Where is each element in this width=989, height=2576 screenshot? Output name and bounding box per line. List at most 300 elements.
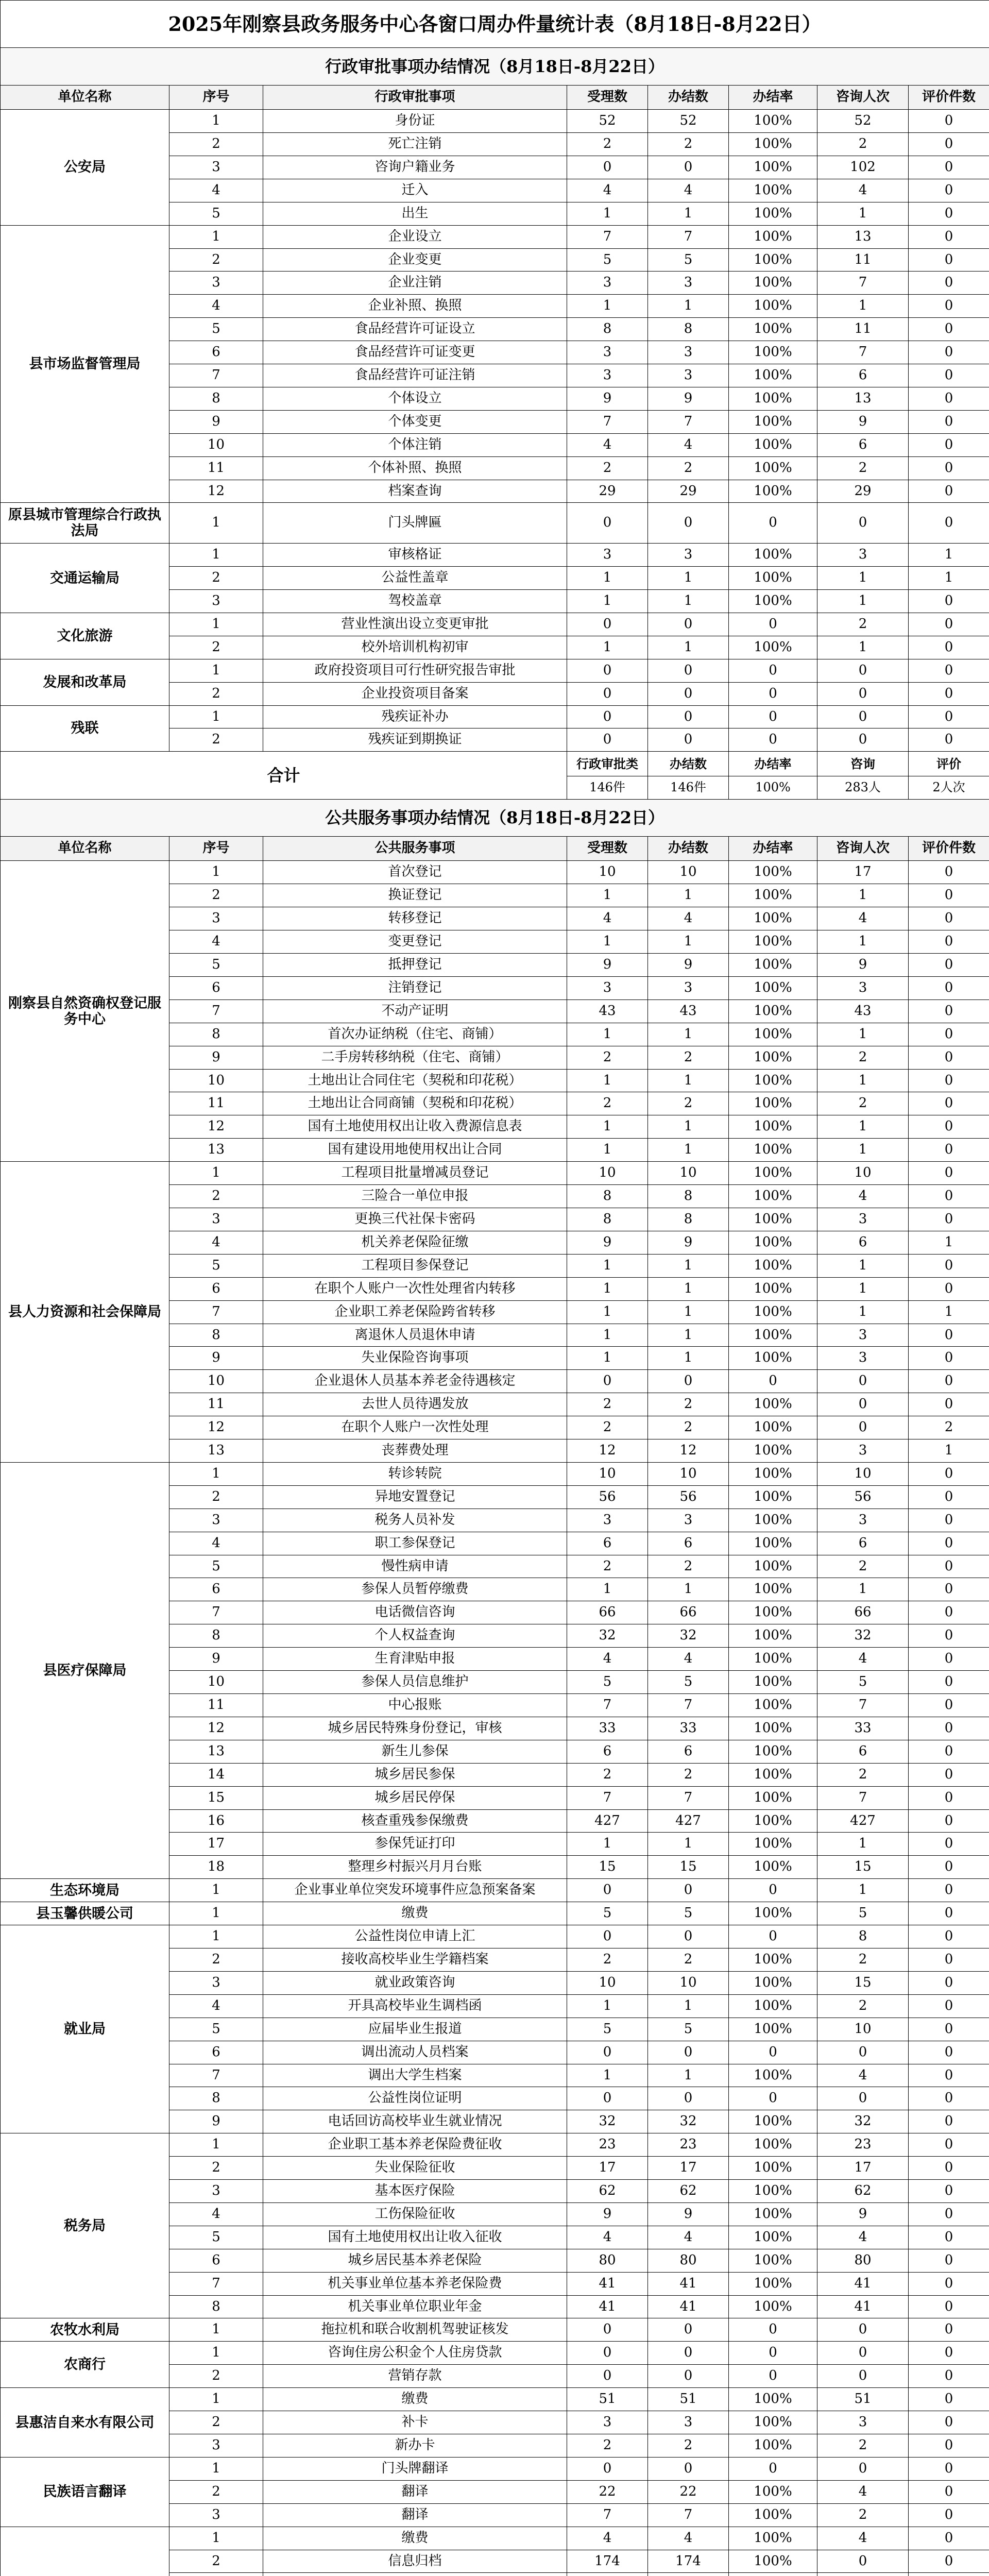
evaluations-cell: 0 [909, 1786, 989, 1809]
consultations-cell: 0 [817, 503, 909, 544]
consultations-cell: 1 [817, 1277, 909, 1300]
consultations-cell: 0 [817, 2342, 909, 2365]
evaluations-cell: 0 [909, 705, 989, 728]
seq-cell [169, 2573, 263, 2576]
accepted-cell: 10 [567, 861, 648, 884]
summary-consult-label: 咨询 [817, 752, 909, 776]
accepted-cell: 51 [567, 2388, 648, 2411]
seq-cell: 1 [169, 544, 263, 567]
item-cell: 慢性病申请 [263, 1555, 567, 1578]
completed-cell: 1 [648, 1300, 729, 1324]
completion-rate-cell: 0 [729, 2457, 817, 2480]
evaluations-cell: 0 [909, 480, 989, 503]
completed-cell: 1 [648, 1324, 729, 1347]
accepted-cell: 0 [567, 156, 648, 179]
seq-cell: 4 [169, 179, 263, 202]
seq-cell: 3 [169, 1971, 263, 1994]
evaluations-cell: 0 [909, 1856, 989, 1879]
item-cell: 抵押登记 [263, 954, 567, 977]
consultations-cell: 80 [817, 2249, 909, 2272]
completed-cell: 3 [648, 976, 729, 999]
summary-consult-value: 283人 [817, 776, 909, 799]
consultations-cell: 2 [817, 1763, 909, 1786]
item-cell: 不动产证明 [263, 999, 567, 1023]
completion-rate-cell: 100% [729, 456, 817, 480]
evaluations-cell: 0 [909, 1162, 989, 1185]
consultations-cell: 1 [817, 884, 909, 907]
item-cell: 转移登记 [263, 907, 567, 930]
evaluations-cell: 0 [909, 2434, 989, 2458]
completed-cell: 0 [648, 156, 729, 179]
completion-rate-cell: 100% [729, 2133, 817, 2157]
accepted-cell: 1 [567, 1023, 648, 1046]
consultations-cell: 4 [817, 179, 909, 202]
evaluations-cell: 0 [909, 2226, 989, 2249]
seq-cell: 5 [169, 2018, 263, 2041]
evaluations-cell: 0 [909, 1833, 989, 1856]
completed-cell: 52 [648, 110, 729, 133]
consultations-cell: 1 [817, 567, 909, 590]
completion-rate-cell: 100% [729, 1856, 817, 1879]
completed-cell: 43 [648, 999, 729, 1023]
completion-rate-cell: 100% [729, 1485, 817, 1509]
seq-cell: 1 [169, 1462, 263, 1485]
completed-cell: 15 [648, 1856, 729, 1879]
consultations-cell: 4 [817, 2527, 909, 2550]
completion-rate-cell: 100% [729, 954, 817, 977]
consultations-cell: 0 [817, 1370, 909, 1393]
item-cell: 基本医疗保险 [263, 2180, 567, 2203]
completion-rate-cell: 100% [729, 1902, 817, 1925]
item-cell: 税务人员补发 [263, 1509, 567, 1532]
consultations-cell: 1 [817, 202, 909, 225]
summary-rate-value: 100% [729, 776, 817, 799]
evaluations-cell: 0 [909, 2411, 989, 2434]
seq-header: 序号 [169, 836, 263, 860]
item-cell: 注销登记 [263, 976, 567, 999]
completed-cell: 9 [648, 954, 729, 977]
completed-cell: 0 [648, 2041, 729, 2064]
evaluations-cell: 2 [909, 1416, 989, 1439]
seq-cell: 5 [169, 1555, 263, 1578]
completion-rate-cell: 0 [729, 2365, 817, 2388]
seq-cell: 1 [169, 1902, 263, 1925]
consultations-cell: 4 [817, 2226, 909, 2249]
seq-cell: 8 [169, 1023, 263, 1046]
evaluations-cell: 0 [909, 861, 989, 884]
consultations-cell: 4 [817, 2064, 909, 2087]
evaluations-cell: 0 [909, 2457, 989, 2480]
completion-rate-cell: 100% [729, 272, 817, 295]
consultations-cell: 1 [817, 930, 909, 954]
completion-rate-cell: 100% [729, 179, 817, 202]
seq-cell: 10 [169, 433, 263, 456]
seq-cell: 12 [169, 1115, 263, 1139]
consultations-cell: 1 [817, 1069, 909, 1092]
item-cell [263, 2573, 567, 2576]
seq-cell: 14 [169, 1763, 263, 1786]
completed-cell: 427 [648, 1809, 729, 1833]
completed-cell: 5 [648, 1902, 729, 1925]
consultations-cell: 32 [817, 2110, 909, 2133]
accepted-cell: 29 [567, 480, 648, 503]
completed-cell: 7 [648, 225, 729, 248]
item-cell: 企业职工基本养老保险费征收 [263, 2133, 567, 2157]
seq-cell: 7 [169, 364, 263, 387]
seq-cell: 6 [169, 1277, 263, 1300]
accepted-cell: 1 [567, 1994, 648, 2018]
item-cell: 离退休人员退休申请 [263, 1324, 567, 1347]
item-cell: 参保人员暂停缴费 [263, 1578, 567, 1601]
item-cell: 核查重残参保缴费 [263, 1809, 567, 1833]
evaluations-cell: 0 [909, 1324, 989, 1347]
item-cell: 在职个人账户一次性处理 [263, 1416, 567, 1439]
completion-rate-cell: 0 [729, 613, 817, 636]
table-row [1, 2342, 989, 2365]
consultations-cell: 41 [817, 2272, 909, 2295]
item-cell: 换证登记 [263, 884, 567, 907]
seq-cell: 7 [169, 999, 263, 1023]
completion-rate-cell: 100% [729, 861, 817, 884]
consultations-cell: 10 [817, 2018, 909, 2041]
item-cell: 土地出让合同商铺（契税和印花税） [263, 1092, 567, 1115]
completion-rate-cell: 100% [729, 1601, 817, 1624]
completion-rate-cell: 100% [729, 2018, 817, 2041]
accepted-cell: 7 [567, 2503, 648, 2527]
consultations-cell: 2 [817, 1948, 909, 1971]
accepted-cell: 2 [567, 1763, 648, 1786]
summary-category-label: 行政审批类 [567, 752, 648, 776]
consultations-cell: 2 [817, 1994, 909, 2018]
evaluations-cell: 0 [909, 364, 989, 387]
item-cell: 营业性演出设立变更审批 [263, 613, 567, 636]
evaluations-cell: 0 [909, 1555, 989, 1578]
consultations-cell: 0 [817, 1393, 909, 1416]
evaluations-cell: 0 [909, 1671, 989, 1694]
evaluations-cell: 0 [909, 2503, 989, 2527]
seq-cell: 2 [169, 682, 263, 705]
completion-rate-cell: 100% [729, 2388, 817, 2411]
accepted-cell: 17 [567, 2157, 648, 2180]
evaluations-cell: 0 [909, 2064, 989, 2087]
item-cell: 参保人员信息维护 [263, 1671, 567, 1694]
seq-cell: 10 [169, 1671, 263, 1694]
seq-cell: 2 [169, 2365, 263, 2388]
item-cell: 机关事业单位职业年金 [263, 2295, 567, 2318]
item-cell: 工伤保险征收 [263, 2202, 567, 2226]
completion-rate-cell: 100% [729, 907, 817, 930]
seq-cell: 9 [169, 1347, 263, 1370]
accepted-cell: 4 [567, 2527, 648, 2550]
accepted-cell: 1 [567, 1324, 648, 1347]
completed-cell: 0 [648, 682, 729, 705]
completion-rate-cell: 100% [729, 2527, 817, 2550]
item-cell: 开具高校毕业生调档函 [263, 1994, 567, 2018]
completion-rate-cell: 100% [729, 1023, 817, 1046]
seq-cell: 11 [169, 1092, 263, 1115]
evaluations-cell: 0 [909, 272, 989, 295]
item-cell: 拖拉机和联合收割机驾驶证核发 [263, 2318, 567, 2342]
seq-cell: 1 [169, 225, 263, 248]
consultations-cell: 1 [817, 1023, 909, 1046]
completion-rate-cell: 100% [729, 1324, 817, 1347]
evaluations-cell: 0 [909, 1208, 989, 1231]
consultations-cell: 23 [817, 2133, 909, 2157]
accepted-cell: 56 [567, 1485, 648, 1509]
item-cell: 电话微信咨询 [263, 1601, 567, 1624]
accepted-cell: 0 [567, 1370, 648, 1393]
completed-cell [648, 2573, 729, 2576]
evaluations-cell: 0 [909, 1069, 989, 1092]
accepted-cell: 0 [567, 2318, 648, 2342]
item-cell: 信息归档 [263, 2550, 567, 2573]
evaluations-cell: 1 [909, 1300, 989, 1324]
consultations-cell: 1 [817, 589, 909, 613]
evaluations-cell: 0 [909, 2527, 989, 2550]
evaluations-cell: 0 [909, 295, 989, 318]
completed-cell: 1 [648, 1139, 729, 1162]
item-cell: 食品经营许可证注销 [263, 364, 567, 387]
table-row [1, 1162, 989, 1185]
seq-cell: 9 [169, 2110, 263, 2133]
completed-cell: 10 [648, 1462, 729, 1485]
seq-cell: 1 [169, 2318, 263, 2342]
item-cell: 迁入 [263, 179, 567, 202]
completed-cell: 1 [648, 636, 729, 659]
accepted-cell: 3 [567, 341, 648, 364]
accepted-cell: 7 [567, 225, 648, 248]
evaluations-cell: 0 [909, 2318, 989, 2342]
item-cell: 食品经营许可证设立 [263, 318, 567, 341]
accepted-cell: 41 [567, 2272, 648, 2295]
section-title-row [1, 799, 989, 836]
item-cell: 首次办证纳税（住宅、商铺） [263, 1023, 567, 1046]
evaluations-cell: 0 [909, 1023, 989, 1046]
item-cell: 企业退休人员基本养老金待遇核定 [263, 1370, 567, 1393]
table-row [1, 861, 989, 884]
consultations-cell: 5 [817, 1671, 909, 1694]
completed-cell: 2 [648, 456, 729, 480]
consultations-cell: 2 [817, 2503, 909, 2527]
table-row [1, 705, 989, 728]
seq-cell: 8 [169, 2087, 263, 2110]
consultations-cell: 1 [817, 636, 909, 659]
evaluations-cell: 0 [909, 503, 989, 544]
consultations-cell: 0 [817, 2318, 909, 2342]
summary-evaluate-value: 2人次 [909, 776, 989, 799]
item-cell: 丧葬费处理 [263, 1439, 567, 1463]
completed-cell: 22 [648, 2480, 729, 2503]
completed-cell: 0 [648, 705, 729, 728]
accepted-cell: 4 [567, 2226, 648, 2249]
completed-cell: 7 [648, 2503, 729, 2527]
completion-rate-cell: 0 [729, 2318, 817, 2342]
summary-row [1, 752, 989, 776]
seq-cell: 1 [169, 2133, 263, 2157]
completed-cell: 0 [648, 2365, 729, 2388]
completion-rate-cell: 100% [729, 1462, 817, 1485]
unit-name-cell: 农牧水利局 [1, 2318, 169, 2342]
evaluations-cell: 0 [909, 1254, 989, 1277]
seq-cell: 8 [169, 1324, 263, 1347]
accepted-cell: 1 [567, 930, 648, 954]
seq-cell: 4 [169, 1532, 263, 1555]
accepted-cell: 3 [567, 364, 648, 387]
item-cell: 城乡居民特殊身份登记，审核 [263, 1717, 567, 1740]
evaluations-cell: 0 [909, 1462, 989, 1485]
consult-header: 咨询人次 [817, 85, 909, 109]
completion-rate-cell: 0 [729, 705, 817, 728]
item-cell: 三险合一单位申报 [263, 1185, 567, 1208]
evaluations-cell: 0 [909, 1370, 989, 1393]
consultations-cell: 1 [817, 1578, 909, 1601]
consultations-cell: 41 [817, 2295, 909, 2318]
accepted-cell: 1 [567, 1069, 648, 1092]
completion-rate-cell: 100% [729, 1231, 817, 1254]
table-row [1, 613, 989, 636]
item-cell: 城乡居民参保 [263, 1763, 567, 1786]
item-cell: 工程项目参保登记 [263, 1254, 567, 1277]
seq-cell: 1 [169, 1925, 263, 1948]
unit-name-cell: 民族语言翻译 [1, 2457, 169, 2527]
consultations-cell: 2 [817, 2434, 909, 2458]
item-cell: 个体注销 [263, 433, 567, 456]
item-cell: 更换三代社保卡密码 [263, 1208, 567, 1231]
accepted-cell: 427 [567, 1809, 648, 1833]
evaluations-cell: 0 [909, 999, 989, 1023]
completed-cell: 2 [648, 132, 729, 156]
completion-rate-cell: 0 [729, 2087, 817, 2110]
seq-cell: 4 [169, 1994, 263, 2018]
completed-cell: 174 [648, 2550, 729, 2573]
seq-cell: 4 [169, 295, 263, 318]
consultations-cell: 2 [817, 456, 909, 480]
accepted-cell: 12 [567, 1439, 648, 1463]
completion-rate-cell: 100% [729, 1648, 817, 1671]
accepted-cell: 5 [567, 2018, 648, 2041]
evaluations-cell: 0 [909, 2365, 989, 2388]
accepted-cell: 4 [567, 907, 648, 930]
item-cell: 调出大学生档案 [263, 2064, 567, 2087]
seq-cell: 1 [169, 503, 263, 544]
consultations-cell: 0 [817, 728, 909, 752]
evaluations-cell: 0 [909, 179, 989, 202]
consultations-cell: 33 [817, 1717, 909, 1740]
item-header: 公共服务事项 [263, 836, 567, 860]
evaluations-cell: 0 [909, 1740, 989, 1763]
consultations-cell: 7 [817, 272, 909, 295]
summary-completed-label: 办结数 [648, 752, 729, 776]
item-cell: 新生儿参保 [263, 1740, 567, 1763]
completed-cell: 1 [648, 202, 729, 225]
completed-cell: 0 [648, 1879, 729, 1902]
completed-cell: 1 [648, 1254, 729, 1277]
seq-cell: 3 [169, 1208, 263, 1231]
unit-name-cell: 原县城市管理综合行政执法局 [1, 503, 169, 544]
accepted-cell: 0 [567, 682, 648, 705]
item-cell: 应届毕业生报道 [263, 2018, 567, 2041]
consultations-cell: 9 [817, 2202, 909, 2226]
item-cell: 残疾证补办 [263, 705, 567, 728]
item-cell: 个体补照、换照 [263, 456, 567, 480]
completed-cell: 29 [648, 480, 729, 503]
evaluations-cell: 0 [909, 1902, 989, 1925]
completion-rate-cell: 100% [729, 1971, 817, 1994]
completed-cell: 5 [648, 2018, 729, 2041]
evaluations-cell: 0 [909, 1139, 989, 1162]
completed-cell: 8 [648, 1185, 729, 1208]
seq-cell: 10 [169, 1370, 263, 1393]
seq-cell: 11 [169, 456, 263, 480]
item-cell: 企业设立 [263, 225, 567, 248]
seq-cell: 8 [169, 1624, 263, 1648]
item-cell: 企业职工养老保险跨省转移 [263, 1300, 567, 1324]
item-cell: 整理乡村振兴月月台账 [263, 1856, 567, 1879]
completion-rate-cell: 0 [729, 659, 817, 682]
completed-cell: 6 [648, 1740, 729, 1763]
consultations-cell: 6 [817, 1740, 909, 1763]
consult-header: 咨询人次 [817, 836, 909, 860]
seq-cell: 18 [169, 1856, 263, 1879]
evaluations-cell: 0 [909, 1509, 989, 1532]
completion-rate-cell: 100% [729, 976, 817, 999]
seq-cell: 5 [169, 1254, 263, 1277]
item-cell: 中心报账 [263, 1694, 567, 1717]
seq-cell: 3 [169, 907, 263, 930]
accepted-cell: 2 [567, 1046, 648, 1069]
unit-name-cell: 县玉馨供暖公司 [1, 1902, 169, 1925]
completion-rate-cell: 100% [729, 2480, 817, 2503]
accepted-cell: 0 [567, 1925, 648, 1948]
unit-name-cell: 生态环境局 [1, 1879, 169, 1902]
evaluations-cell: 1 [909, 1439, 989, 1463]
seq-cell: 2 [169, 2411, 263, 2434]
evaluations-cell: 0 [909, 2202, 989, 2226]
accepted-cell: 4 [567, 179, 648, 202]
consultations-cell: 1 [817, 1300, 909, 1324]
accepted-cell: 0 [567, 659, 648, 682]
accepted-cell: 7 [567, 1694, 648, 1717]
item-cell: 公益性盖章 [263, 567, 567, 590]
completion-rate-cell: 100% [729, 1439, 817, 1463]
unit-name-cell: 县惠洁自来水有限公司 [1, 2388, 169, 2458]
accepted-cell: 62 [567, 2180, 648, 2203]
summary-rate-label: 办结率 [729, 752, 817, 776]
seq-cell: 1 [169, 2527, 263, 2550]
accepted-cell: 9 [567, 1231, 648, 1254]
completed-cell: 66 [648, 1601, 729, 1624]
completion-rate-cell: 0 [729, 2041, 817, 2064]
rate-header: 办结率 [729, 85, 817, 109]
accepted-cell: 1 [567, 1347, 648, 1370]
accepted-cell: 2 [567, 1416, 648, 1439]
evaluations-cell: 0 [909, 1948, 989, 1971]
accepted-cell: 32 [567, 2110, 648, 2133]
completed-cell: 1 [648, 1023, 729, 1046]
consultations-cell: 29 [817, 480, 909, 503]
accepted-cell: 2 [567, 1555, 648, 1578]
completion-rate-cell: 100% [729, 2064, 817, 2087]
completed-cell: 1 [648, 1115, 729, 1139]
completed-cell: 3 [648, 1509, 729, 1532]
completed-cell: 3 [648, 364, 729, 387]
accepted-cell: 33 [567, 1717, 648, 1740]
completed-cell: 2 [648, 1948, 729, 1971]
item-cell: 营销存款 [263, 2365, 567, 2388]
evaluations-cell: 0 [909, 2180, 989, 2203]
accepted-cell: 0 [567, 2457, 648, 2480]
completion-rate-cell: 0 [729, 2342, 817, 2365]
